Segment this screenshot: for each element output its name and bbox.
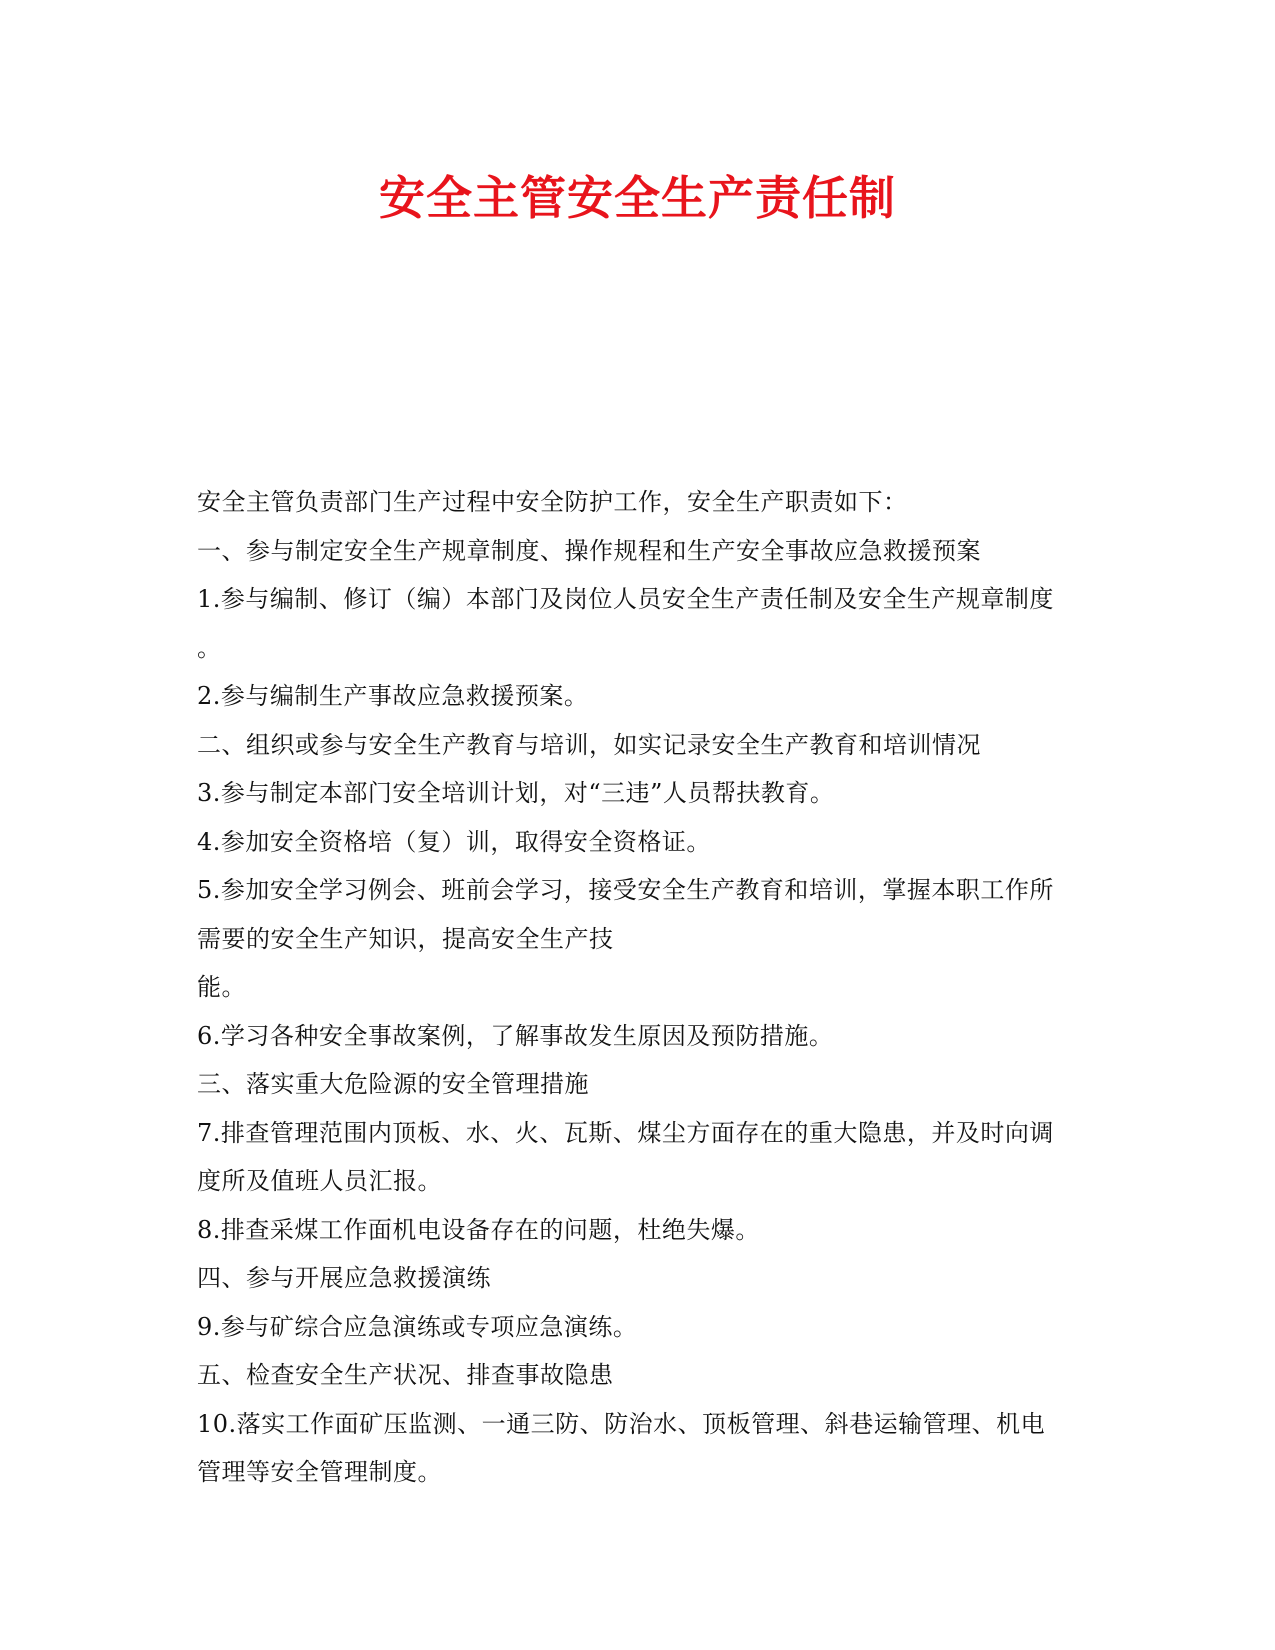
body-line: 管理等安全管理制度。 bbox=[197, 1458, 442, 1486]
body-line: 。 bbox=[197, 633, 222, 662]
body-line: 8.排查采煤工作面机电设备存在的问题，杜绝失爆。 bbox=[197, 1215, 760, 1244]
body-line: 3.参与制定本部门安全培训计划，对“三违”人员帮扶教育。 bbox=[197, 779, 835, 807]
body-line: 1.参与编制、修订（编）本部门及岗位人员安全生产责任制及安全生产规章制度 bbox=[197, 585, 1054, 613]
body-line: 需要的安全生产知识，提高安全生产技 bbox=[197, 924, 614, 953]
body-line: 9.参与矿综合应急演练或专项应急演练。 bbox=[197, 1312, 638, 1341]
section-heading: 四、参与开展应急救援演练 bbox=[197, 1264, 491, 1292]
body-line: 10.落实工作面矿压监测、一通三防、防治水、顶板管理、斜巷运输管理、机电 bbox=[197, 1409, 1046, 1438]
body-line: 4.参加安全资格培（复）训，取得安全资格证。 bbox=[197, 827, 711, 856]
body-line: 度所及值班人员汇报。 bbox=[197, 1167, 442, 1195]
body-line: 6.学习各种安全事故案例，了解事故发生原因及预防措施。 bbox=[197, 1021, 834, 1050]
body-line: 5.参加安全学习例会、班前会学习，接受安全生产教育和培训，掌握本职工作所 bbox=[197, 876, 1054, 904]
body-line: 7.排查管理范围内顶板、水、火、瓦斯、煤尘方面存在的重大隐患，并及时向调 bbox=[197, 1118, 1054, 1147]
document-body bbox=[197, 478, 1077, 1497]
body-line: 安全主管负责部门生产过程中安全防护工作，安全生产职责如下： bbox=[197, 488, 908, 516]
document-title: 安全主管安全生产责任制 bbox=[379, 171, 896, 225]
section-heading: 二、组织或参与安全生产教育与培训，如实记录安全生产教育和培训情况 bbox=[197, 730, 981, 759]
section-heading: 三、落实重大危险源的安全管理措施 bbox=[197, 1070, 589, 1098]
body-line: 能。 bbox=[197, 973, 246, 1001]
section-heading: 五、检查安全生产状况、排查事故隐患 bbox=[197, 1361, 614, 1389]
section-heading: 一、参与制定安全生产规章制度、操作规程和生产安全事故应急救援预案 bbox=[197, 536, 981, 565]
body-line: 2.参与编制生产事故应急救援预案。 bbox=[197, 682, 589, 710]
